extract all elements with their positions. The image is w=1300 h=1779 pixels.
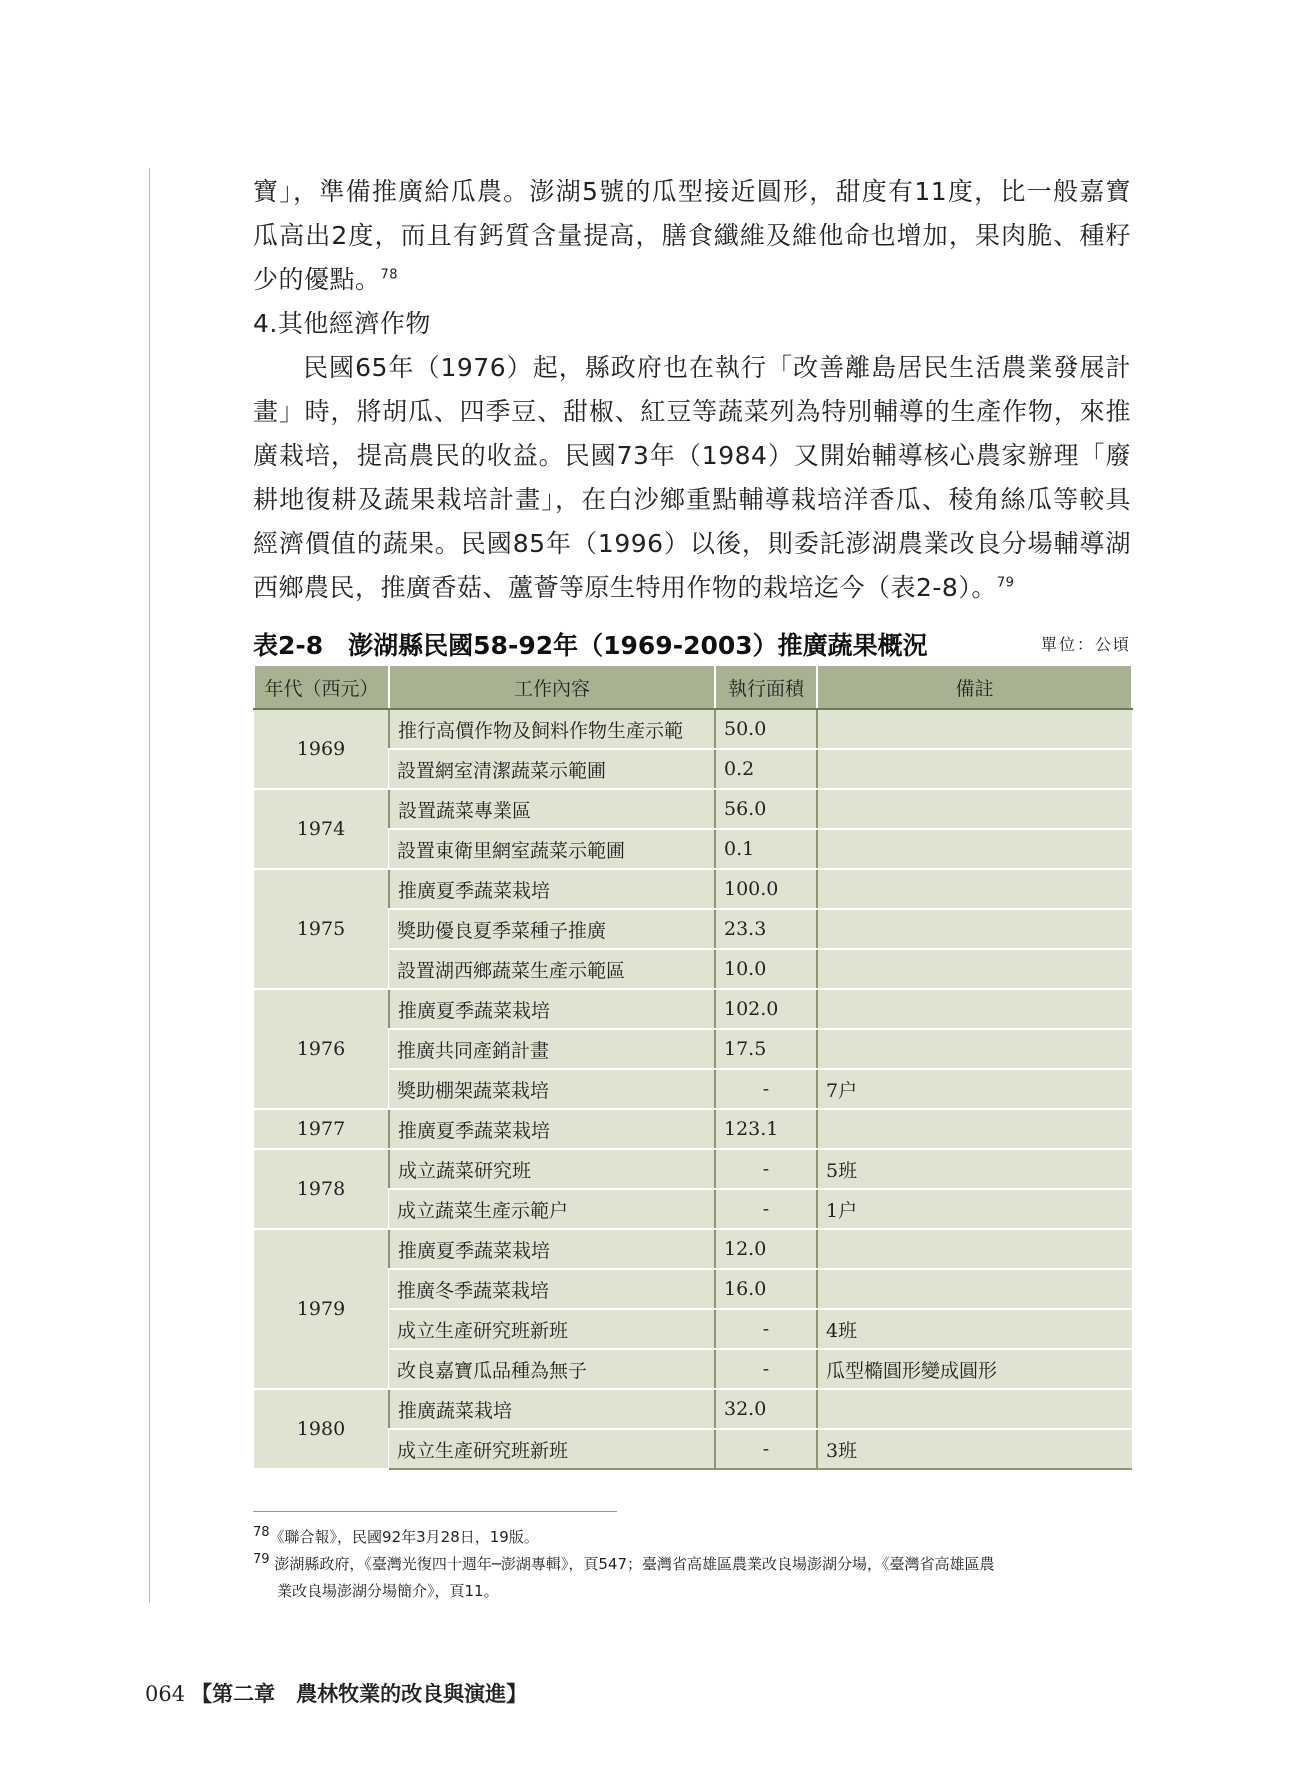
chapter-title: 【第二章 農林牧業的改良與演進】 xyxy=(191,1681,528,1706)
table-row xyxy=(254,989,1132,1029)
cell-work: 推廣夏季蔬菜栽培 xyxy=(389,989,715,1029)
cell-year: 1979 xyxy=(254,1229,389,1389)
table-unit: 單位：公頃 xyxy=(1040,635,1131,654)
cell-year: 1976 xyxy=(254,989,389,1109)
cell-work: 設置東衛里網室蔬菜示範圃 xyxy=(389,829,715,869)
cell-area: 56.0 xyxy=(715,789,817,829)
cell-year: 1969 xyxy=(254,709,389,789)
footnotes xyxy=(253,1524,1131,1605)
cell-note xyxy=(817,1269,1132,1309)
footnote-78 xyxy=(253,1524,1131,1551)
cell-year: 1977 xyxy=(254,1109,389,1149)
cell-note xyxy=(817,909,1132,949)
header-work: 工作內容 xyxy=(389,665,715,709)
cell-area: - xyxy=(715,1429,817,1469)
table-row xyxy=(254,1149,1132,1189)
paragraph-2 xyxy=(253,346,1131,610)
page-number: 064 xyxy=(145,1682,186,1706)
cell-year: 1978 xyxy=(254,1149,389,1229)
cell-work: 推廣共同產銷計畫 xyxy=(389,1029,715,1069)
footnote-rule xyxy=(253,1511,617,1512)
cell-work: 推行高價作物及飼料作物生產示範 xyxy=(389,709,715,749)
cell-note xyxy=(817,1109,1132,1149)
cell-area: 16.0 xyxy=(715,1269,817,1309)
cell-year: 1980 xyxy=(254,1389,389,1469)
cell-work: 推廣夏季蔬菜栽培 xyxy=(389,869,715,909)
cell-note: 3班 xyxy=(817,1429,1132,1469)
cell-area: 0.1 xyxy=(715,829,817,869)
cell-work: 推廣夏季蔬菜栽培 xyxy=(389,1109,715,1149)
page-footer xyxy=(145,1678,527,1708)
cell-year: 1975 xyxy=(254,869,389,989)
cell-area: - xyxy=(715,1189,817,1229)
cell-work: 推廣冬季蔬菜栽培 xyxy=(389,1269,715,1309)
cell-work: 設置湖西鄉蔬菜生產示範區 xyxy=(389,949,715,989)
footnote-78-text: 《聯合報》，民國92年3月28日，19版。 xyxy=(269,1528,539,1546)
cell-work: 設置蔬菜專業區 xyxy=(389,789,715,829)
section-heading: 4.其他經濟作物 xyxy=(253,309,431,338)
cell-note xyxy=(817,749,1132,789)
cell-note: 5班 xyxy=(817,1149,1132,1189)
table-row xyxy=(254,789,1132,829)
footnote-79-number: 79 xyxy=(253,1552,270,1567)
cell-area: - xyxy=(715,1349,817,1389)
cell-area: 12.0 xyxy=(715,1229,817,1269)
cell-work: 推廣蔬菜栽培 xyxy=(389,1389,715,1429)
cell-area: 10.0 xyxy=(715,949,817,989)
footnote-78-number: 78 xyxy=(253,1525,270,1540)
footnote-79 xyxy=(253,1551,1131,1578)
footnote-ref-79[interactable]: 79 xyxy=(996,575,1015,591)
table-row xyxy=(254,869,1132,909)
table-row xyxy=(254,1109,1132,1149)
header-note: 備註 xyxy=(817,665,1132,709)
cell-work: 成立生產研究班新班 xyxy=(389,1309,715,1349)
cell-note: 4班 xyxy=(817,1309,1132,1349)
table-row xyxy=(254,1229,1132,1269)
paragraph-continuation xyxy=(253,170,1131,302)
cell-note: 7户 xyxy=(817,1069,1132,1109)
cell-area: 23.3 xyxy=(715,909,817,949)
cell-note xyxy=(817,1229,1132,1269)
cell-note xyxy=(817,789,1132,829)
cell-work: 成立蔬菜研究班 xyxy=(389,1149,715,1189)
cell-area: 50.0 xyxy=(715,709,817,749)
paragraph-1-text: 寶」，準備推廣給瓜農。澎湖5號的瓜型接近圓形，甜度有11度，比一般嘉寶瓜高出2度，而且有鈣質含量提高，膳食纖維及維他命也增加，果肉脆、種籽少的優點。 xyxy=(253,177,1131,294)
vegetable-promotion-table xyxy=(253,664,1133,1470)
margin-rule xyxy=(149,168,150,1603)
body-text xyxy=(253,170,1131,610)
cell-note xyxy=(817,949,1132,989)
cell-area: - xyxy=(715,1069,817,1109)
cell-area: - xyxy=(715,1149,817,1189)
table-row xyxy=(254,709,1132,749)
cell-work: 獎助棚架蔬菜栽培 xyxy=(389,1069,715,1109)
cell-area: 17.5 xyxy=(715,1029,817,1069)
cell-note: 瓜型橢圓形變成圓形 xyxy=(817,1349,1132,1389)
footnote-79-continued: 業改良場澎湖分場簡介》，頁11。 xyxy=(277,1582,499,1600)
cell-work: 成立蔬菜生產示範户 xyxy=(389,1189,715,1229)
cell-area: 0.2 xyxy=(715,749,817,789)
cell-area: 100.0 xyxy=(715,869,817,909)
footnote-79-text-line1: 澎湖縣政府，《臺灣光復四十週年─澎湖專輯》，頁547；臺灣省高雄區農業改良場澎湖分場，《臺灣省高雄區農 xyxy=(274,1555,995,1573)
cell-work: 設置網室清潔蔬菜示範圃 xyxy=(389,749,715,789)
cell-area: - xyxy=(715,1309,817,1349)
cell-note xyxy=(817,829,1132,869)
table-caption xyxy=(253,624,1131,660)
cell-note xyxy=(817,1389,1132,1429)
table-body xyxy=(254,709,1132,1469)
header-year: 年代（西元） xyxy=(254,665,389,709)
cell-work: 成立生產研究班新班 xyxy=(389,1429,715,1469)
cell-work: 推廣夏季蔬菜栽培 xyxy=(389,1229,715,1269)
header-area: 執行面積 xyxy=(715,665,817,709)
cell-area: 102.0 xyxy=(715,989,817,1029)
table-title: 表2-8 澎湖縣民國58-92年（1969-2003）推廣蔬果概況 xyxy=(253,631,928,660)
cell-area: 123.1 xyxy=(715,1109,817,1149)
table-header-row xyxy=(254,665,1132,709)
cell-note: 1户 xyxy=(817,1189,1132,1229)
footnote-ref-78[interactable]: 78 xyxy=(380,267,399,283)
cell-note xyxy=(817,709,1132,749)
paragraph-2-text: 民國65年（1976）起，縣政府也在執行「改善離島居民生活農業發展計畫」時，將胡瓜、四季豆、甜椒、紅豆等蔬菜列為特別輔導的生產作物，來推廣栽培，提高農民的收益。民國73年（1984）又開始輔導核心農家辦理「廢耕地復耕及蔬果栽培計畫」，在白沙鄉重點輔導栽培洋香瓜、稜角絲瓜等較具經濟價值的蔬果。民國85年（1996）以後，則委託澎湖農業改良分場輔導湖西鄉農民，推廣香菇、蘆薈等原生特用作物的栽培迄今（表2-8）。 xyxy=(253,353,1131,602)
cell-note xyxy=(817,989,1132,1029)
table-row xyxy=(254,1389,1132,1429)
cell-note xyxy=(817,869,1132,909)
cell-year: 1974 xyxy=(254,789,389,869)
cell-note xyxy=(817,1029,1132,1069)
cell-work: 改良嘉寶瓜品種為無子 xyxy=(389,1349,715,1389)
cell-area: 32.0 xyxy=(715,1389,817,1429)
cell-work: 獎助優良夏季菜種子推廣 xyxy=(389,909,715,949)
